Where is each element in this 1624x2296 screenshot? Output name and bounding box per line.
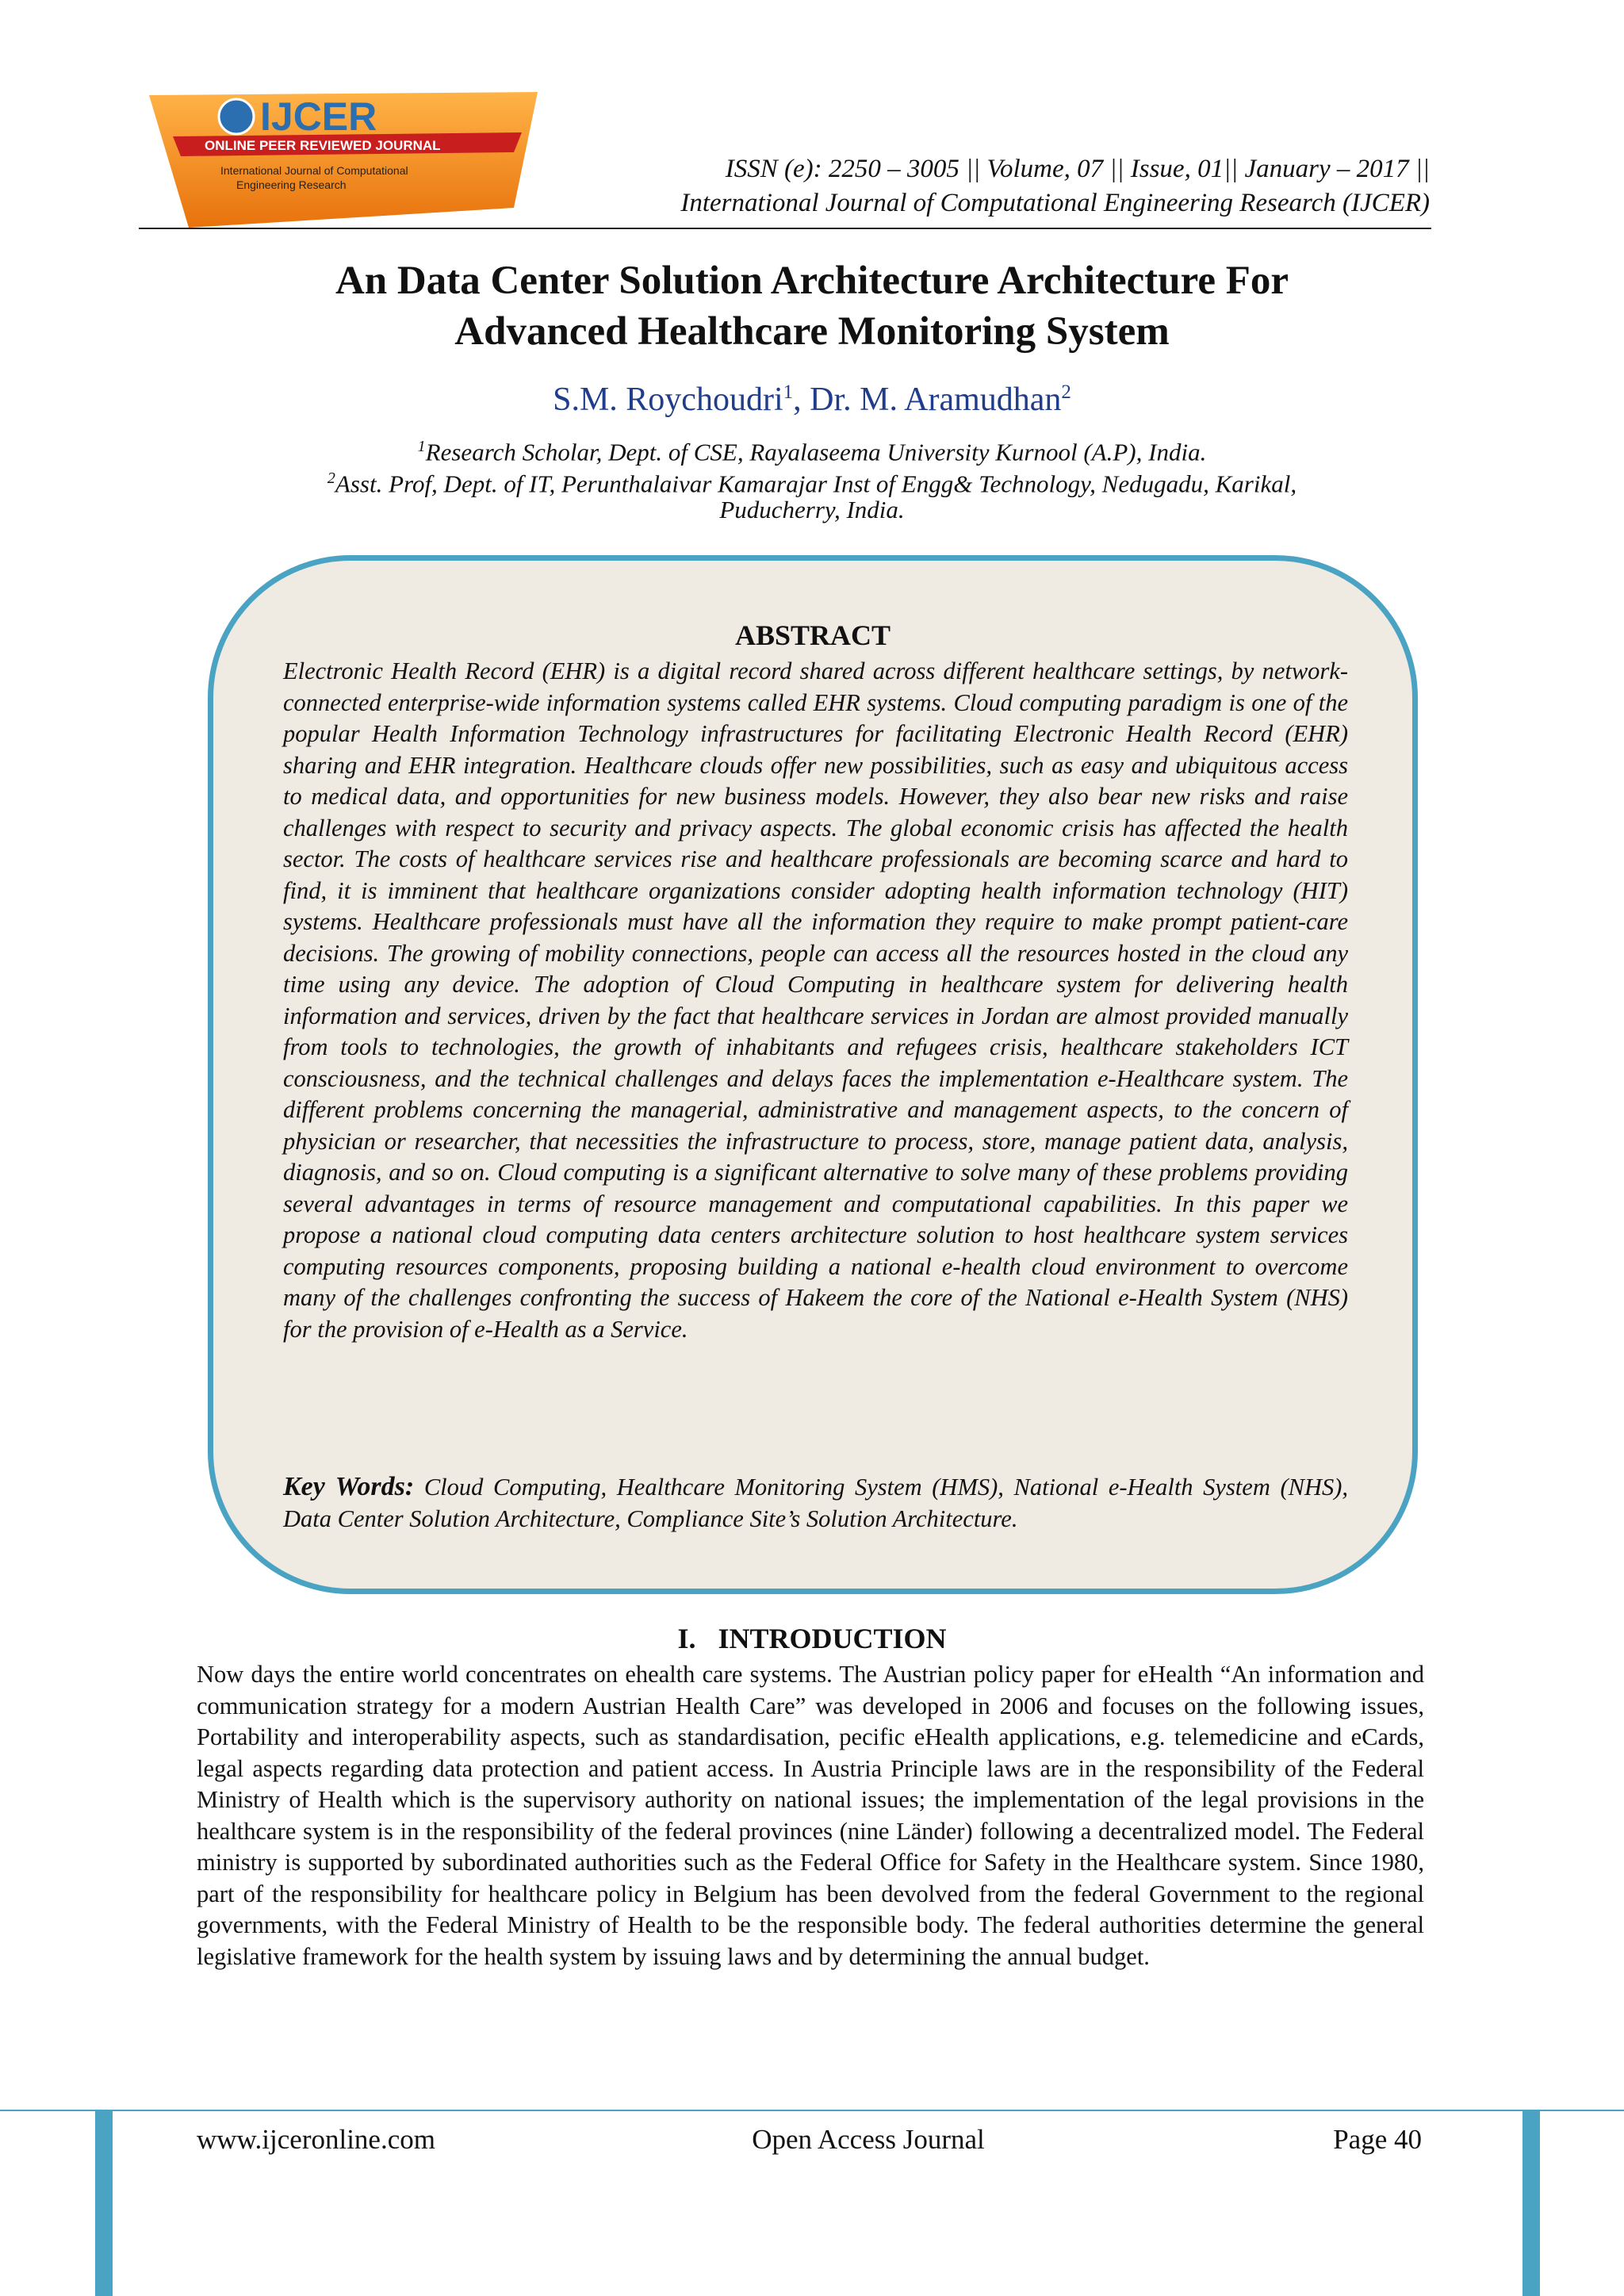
affiliation-1-text: Research Scholar, Dept. of CSE, Rayalaseema University Kurnool (A.P), India. <box>425 438 1207 466</box>
introduction-body: Now days the entire world concentrates on ehealth care systems. The Austrian policy paper for eHealth “An information and communication strategy for a modern Austrian Health Care” was developed in 2006 and focuses on the following issues, Portability and interoperability aspects, such as standardisation, pecific eHealth applications, e.g. telemedicine and eCards, legal aspects regarding data protection and patient access. In Austria Principle laws are in the responsibility of the Federal Ministry of Health which is the supervisory authority on national issues; the implementation of the legal provisions in the healthcare system is in the responsibility of the federal provinces (nine Länder) following a decentralized model. The Federal ministry is supported by subordinated authorities such as the Federal Office for Safety in the Healthcare system. Since 1980, part of the responsibility for healthcare policy in Belgium has been devolved from the federal Government to the regional governments, with the Federal Ministry of Health to be the responsible body. The federal authorities determine the general legislative framework for the health system by issuing laws and by determining the annual budget. <box>197 1661 1424 1970</box>
header-journal-line: International Journal of Computational Engineering Research (IJCER) <box>680 189 1430 217</box>
title-line-2: Advanced Healthcare Monitoring System <box>454 309 1170 354</box>
author-2-name: Dr. M. Aramudhan <box>810 381 1062 418</box>
journal-logo <box>141 89 538 233</box>
keywords <box>283 1471 1348 1535</box>
footer-page-number: Page 40 <box>1333 2124 1422 2155</box>
footer-website: www.ijceronline.com <box>197 2124 435 2155</box>
footer-center-label: Open Access Journal <box>752 2124 985 2155</box>
authors <box>159 381 1465 419</box>
footer-rule <box>0 2110 1624 2111</box>
affiliation-2-continued: Puducherry, India. <box>719 496 905 523</box>
abstract-body: Electronic Health Record (EHR) is a digital record shared across different healthcare settings, by network-connected enterprise-wide information systems called EHR systems. Cloud computing paradigm is one of the popular Health Information Technology infrastructures for facilitating Electronic Health Record (EHR) sharing and EHR integration. Healthcare clouds offer new possibilities, such as easy and ubiquitous access to medical data, and opportunities for new business models. However, they also bear new risks and raise challenges with respect to security and privacy aspects. The global economic crisis has affected the health sector. The costs of healthcare services rise and healthcare professionals are becoming scarce and hard to find, it is imminent that healthcare organizations consider adopting health information technology (HIT) systems. Healthcare professionals must have all the information they require to make prompt patient-care decisions. The growing of mobility connections, people can access all the resources hosted in the cloud any time using any device. The adoption of Cloud Computing in healthcare system for delivering health information and services, driven by the fact that healthcare services in Jordan are almost provided manually from tools to technologies, the growth of inhabitants and refugees crisis, healthcare stakeholders ICT consciousness, and the technical challenges and delays faces the implementation e-Healthcare system. The different problems concerning the managerial, administrative and management aspects, to the concern of physician or researcher, that necessities the infrastructure to process, store, manage patient data, analysis, diagnosis, and so on. Cloud computing is a significant alternative to solve many of these problems providing several advantages in terms of resource management and computational capabilities. In this paper we propose a national cloud computing data centers architecture solution to host healthcare system services computing resources components, proposing building a national e-health cloud environment to overcome many of the challenges confronting the success of Hakeem the core of the National e-Health System (NHS) for the provision of e-Health as a Service. <box>283 657 1348 1343</box>
keywords-label: Key Words: <box>283 1472 415 1501</box>
header-rule <box>139 228 1431 229</box>
section-title: INTRODUCTION <box>718 1623 947 1654</box>
affiliation-1-sup: 1 <box>417 438 426 455</box>
header-issn-line: ISSN (e): 2250 – 3005 || Volume, 07 || Issue, 01|| January – 2017 || <box>725 155 1430 183</box>
abstract-heading: ABSTRACT <box>734 619 891 651</box>
affiliation-2-text: Asst. Prof, Dept. of IT, Perunthalaivar Kamarajar Inst of Engg& Technology, Nedugadu, Karikal, <box>335 470 1297 498</box>
title-line-1: An Data Center Solution Architecture Architecture For <box>335 259 1289 303</box>
logo-subtitle-line2: Engineering Research <box>236 178 347 191</box>
author-2-sup: 2 <box>1061 381 1071 403</box>
paper-title <box>159 255 1465 357</box>
keywords-text: Cloud Computing, Healthcare Monitoring System (HMS), National e-Health System (NHS), Data Center Solution Architecture, Compliance Site’s Solution Architecture. <box>283 1474 1349 1532</box>
author-1-sup: 1 <box>783 381 794 403</box>
logo-name: IJCER <box>260 94 377 139</box>
section-number: I. <box>677 1623 696 1654</box>
section-heading-introduction <box>159 1622 1465 1655</box>
logo-subtitle-line1: International Journal of Computational <box>220 164 408 177</box>
logo-tagline: ONLINE PEER REVIEWED JOURNAL <box>205 138 441 153</box>
author-1-name: S.M. Roychoudri <box>553 381 783 418</box>
affiliation-2-sup: 2 <box>327 470 335 487</box>
author-separator: , <box>793 381 810 418</box>
